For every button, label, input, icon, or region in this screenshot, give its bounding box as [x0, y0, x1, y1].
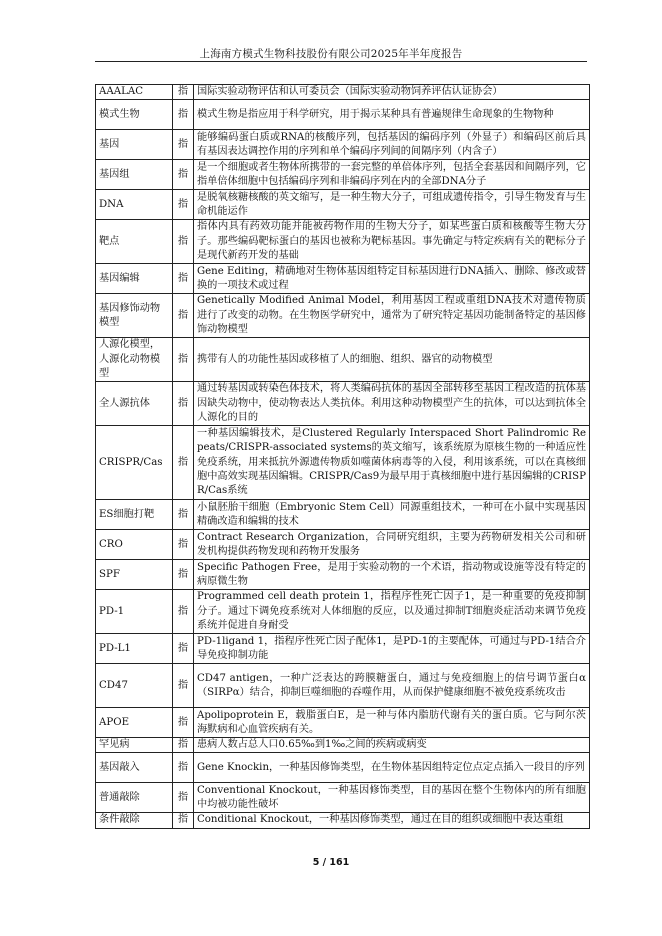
glossary-mark: 指 [173, 85, 194, 100]
glossary-mark: 指 [173, 264, 194, 294]
glossary-definition: Conditional Knockout，一种基因修饰类型，通过在目的组织或细胞中表达重组 [194, 813, 590, 828]
glossary-term: SPF [96, 560, 173, 590]
glossary-term: CRO [96, 530, 173, 560]
glossary-row [96, 190, 590, 220]
glossary-definition: 患病人数占总人口0.65‰到1‰之间的疾病或病变 [194, 738, 590, 753]
glossary-definition: Conventional Knockout，一种基因修饰类型，目的基因在整个生物体内的所有细胞中均被功能性破坏 [194, 783, 590, 813]
glossary-mark: 指 [173, 813, 194, 828]
glossary-definition: Contract Research Organization，合同研究组织，主要为药物研发相关公司和研发机构提供药物发现和药物开发服务 [194, 530, 590, 560]
glossary-definition: CD47 antigen，一种广泛表达的跨膜糖蛋白，通过与免疫细胞上的信号调节蛋白α（SIRPα）结合，抑制巨噬细胞的吞噬作用，从而保护健康细胞不被免疫系统攻击 [194, 664, 590, 708]
glossary-row [96, 664, 590, 708]
glossary-row [96, 634, 590, 664]
glossary-mark: 指 [173, 294, 194, 338]
glossary-term: CD47 [96, 664, 173, 708]
glossary-term: 条件敲除 [96, 813, 173, 828]
glossary-term: 基因组 [96, 160, 173, 190]
glossary-definition: 能够编码蛋白质或RNA的核酸序列，包括基因的编码序列（外显子）和编码区前后具有基因表达调控作用的序列和单个编码序列间的间隔序列（内含子） [194, 130, 590, 160]
glossary-mark: 指 [173, 783, 194, 813]
glossary-mark: 指 [173, 753, 194, 783]
glossary-mark: 指 [173, 738, 194, 753]
glossary-row [96, 382, 590, 426]
glossary-row [96, 590, 590, 634]
glossary-mark: 指 [173, 220, 194, 264]
glossary-term: ES细胞打靶 [96, 500, 173, 530]
glossary-mark: 指 [173, 382, 194, 426]
glossary-row [96, 783, 590, 813]
glossary-definition: Programmed cell death protein 1，指程序性死亡因子1，是一种重要的免疫抑制分子。通过下调免疫系统对人体细胞的反应，以及通过抑制T细胞炎症活动来调节免疫系统并促进自身耐受 [194, 590, 590, 634]
glossary-term: PD-L1 [96, 634, 173, 664]
glossary-row [96, 500, 590, 530]
glossary-row [96, 100, 590, 130]
glossary-definition: 小鼠胚胎干细胞（Embryonic Stem Cell）同源重组技术，一种可在小鼠中实现基因精确改造和编辑的技术 [194, 500, 590, 530]
glossary-mark: 指 [173, 500, 194, 530]
glossary-row [96, 220, 590, 264]
glossary-term: 基因修饰动物模型 [96, 294, 173, 338]
glossary-term: 罕见病 [96, 738, 173, 753]
glossary-row [96, 530, 590, 560]
glossary-definition: Gene Knockin，一种基因修饰类型，在生物体基因组特定位点定点插入一段目的序列 [194, 753, 590, 783]
glossary-mark: 指 [173, 426, 194, 500]
glossary-definition: Apolipoprotein E，载脂蛋白E，是一种与体内脂肪代谢有关的蛋白质。它与阿尔茨海默病和心血管疾病有关。 [194, 708, 590, 738]
glossary-mark: 指 [173, 160, 194, 190]
glossary-mark: 指 [173, 130, 194, 160]
glossary-mark: 指 [173, 560, 194, 590]
glossary-row [96, 753, 590, 783]
glossary-term: 人源化模型，人源化动物模型 [96, 338, 173, 382]
glossary-mark: 指 [173, 100, 194, 130]
glossary-definition: 模式生物是指应用于科学研究，用于揭示某种具有普遍规律生命现象的生物物种 [194, 100, 590, 130]
glossary-term: 模式生物 [96, 100, 173, 130]
page-header-title: 上海南方模式生物科技股份有限公司2025年半年度报告 [199, 48, 463, 60]
glossary-row [96, 264, 590, 294]
glossary-term: DNA [96, 190, 173, 220]
glossary-term: CRISPR/Cas [96, 426, 173, 500]
glossary-mark: 指 [173, 530, 194, 560]
glossary-term: 靶点 [96, 220, 173, 264]
glossary-term: AAALAC [96, 85, 173, 100]
glossary-term: PD-1 [96, 590, 173, 634]
glossary-row [96, 560, 590, 590]
glossary-table [95, 84, 590, 829]
glossary-term: 基因敲入 [96, 753, 173, 783]
glossary-row [96, 708, 590, 738]
glossary-definition: 指体内具有药效功能并能被药物作用的生物大分子，如某些蛋白质和核酸等生物大分子。那些编码靶标蛋白的基因也被称为靶标基因。事先确定与特定疾病有关的靶标分子是现代新药开发的基础 [194, 220, 590, 264]
glossary-row [96, 85, 590, 100]
glossary-definition: Specific Pathogen Free，是用于实验动物的一个术语，指动物或设施等没有特定的病原微生物 [194, 560, 590, 590]
glossary-mark: 指 [173, 590, 194, 634]
glossary-term: 全人源抗体 [96, 382, 173, 426]
glossary-term: APOE [96, 708, 173, 738]
glossary-definition: 携带有人的功能性基因或移植了人的细胞、组织、器官的动物模型 [194, 338, 590, 382]
glossary-mark: 指 [173, 338, 194, 382]
glossary-term: 基因 [96, 130, 173, 160]
glossary-mark: 指 [173, 190, 194, 220]
glossary-mark: 指 [173, 664, 194, 708]
glossary-mark: 指 [173, 634, 194, 664]
glossary-mark: 指 [173, 708, 194, 738]
glossary-definition: 是脱氧核糖核酸的英文缩写，是一种生物大分子，可组成遗传指令，引导生物发育与生命机能运作 [194, 190, 590, 220]
glossary-row [96, 813, 590, 828]
glossary-definition: PD-1ligand 1，指程序性死亡因子配体1，是PD-1的主要配体，可通过与PD-1结合介导免疫抑制功能 [194, 634, 590, 664]
glossary-row [96, 426, 590, 500]
glossary-definition: Gene Editing，精确地对生物体基因组特定目标基因进行DNA插入、删除、修改或替换的一项技术或过程 [194, 264, 590, 294]
page-number: 5 / 161 [312, 857, 350, 868]
glossary-row [96, 338, 590, 382]
glossary-definition: Genetically Modified Animal Model，利用基因工程或重组DNA技术对遗传物质进行了改变的动物。在生物医学研究中，通常为了研究特定基因功能制备特定的基因修饰动物模型 [194, 294, 590, 338]
glossary-row [96, 294, 590, 338]
glossary-definition: 一种基因编辑技术，是Clustered Regularly Interspaced Short Palindromic Repeats/CRISPR-associated systems的英文缩写，该系统原为原核生物的一种适应性免疫系统，用来抵抗外源遗传物质如噬菌体病毒等的入侵，利用该系统，可以在真核细胞中高效实现基因编辑。CRISPR/Cas9为最早用于真核细胞中进行基因编辑的CRISPR/Cas系统 [194, 426, 590, 500]
glossary-row [96, 738, 590, 753]
glossary-definition: 通过转基因或转染色体技术，将人类编码抗体的基因全部转移至基因工程改造的抗体基因缺失动物中，使动物表达人类抗体。利用这种动物模型产生的抗体，可以达到抗体全人源化的目的 [194, 382, 590, 426]
glossary-row [96, 160, 590, 190]
glossary-term: 基因编辑 [96, 264, 173, 294]
glossary-definition: 国际实验动物评估和认可委员会（国际实验动物饲养评估认证协会） [194, 85, 590, 100]
header-rule [95, 61, 587, 62]
glossary-row [96, 130, 590, 160]
glossary-definition: 是一个细胞或者生物体所携带的一套完整的单倍体序列，包括全套基因和间隔序列，它指单倍体细胞中包括编码序列和非编码序列在内的全部DNA分子 [194, 160, 590, 190]
glossary-term: 普通敲除 [96, 783, 173, 813]
